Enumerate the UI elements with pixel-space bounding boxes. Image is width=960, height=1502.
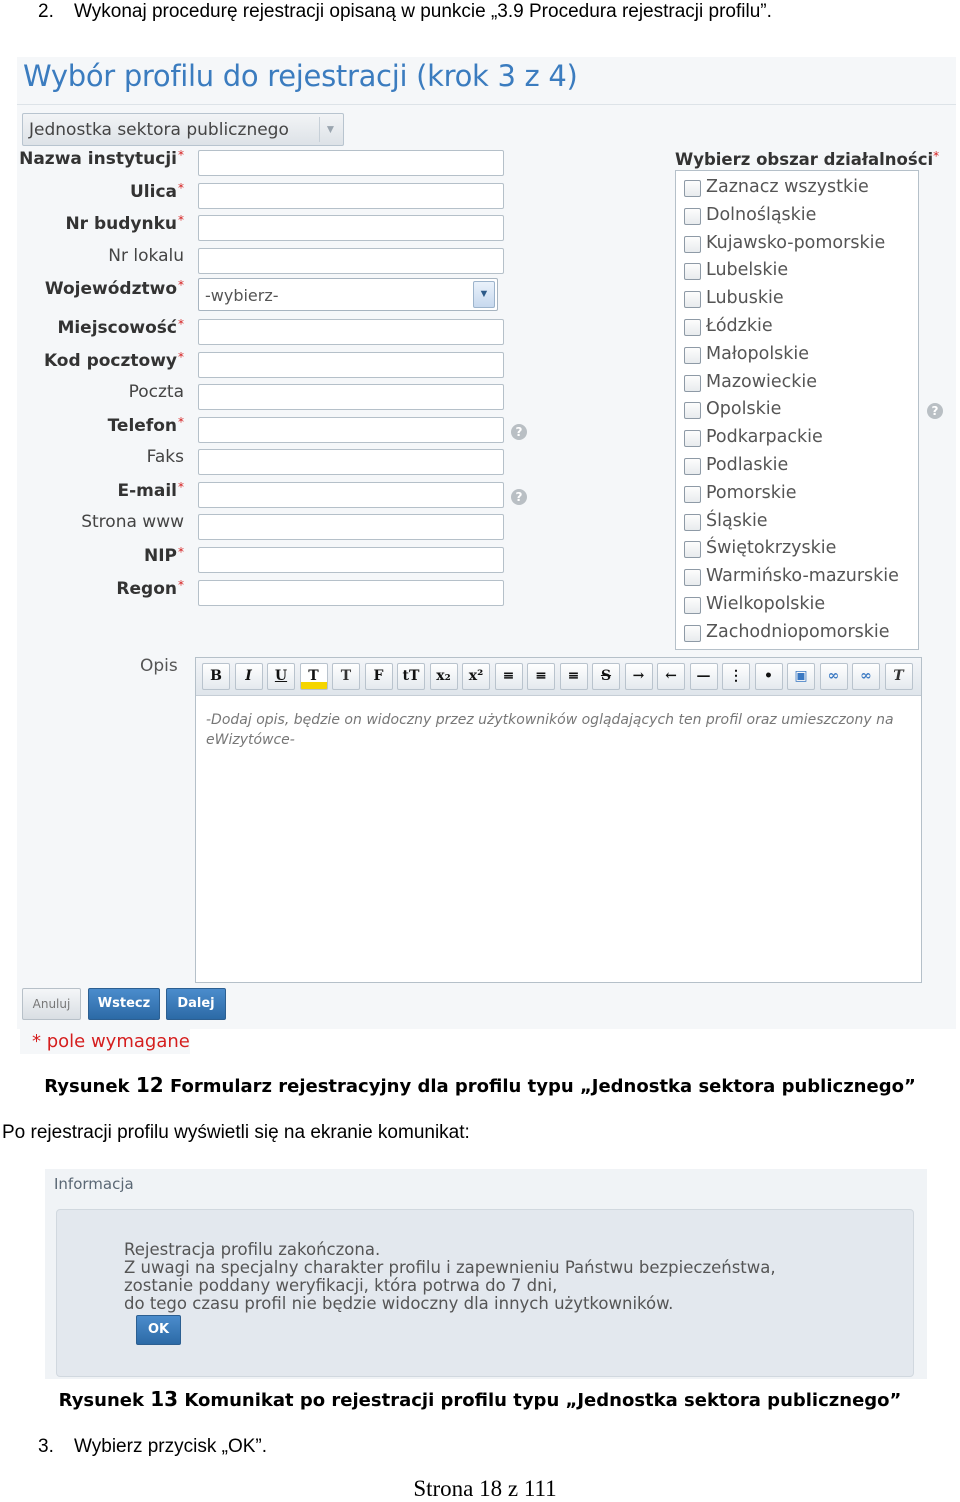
required-star: * <box>178 578 184 592</box>
required-star: * <box>178 415 184 429</box>
label-regon <box>4 578 184 599</box>
step-3 <box>38 1436 938 1460</box>
superscript-icon[interactable]: x² <box>462 663 490 690</box>
next-button[interactable]: Dalej <box>166 988 226 1020</box>
area-item-label: Małopolskie <box>706 343 810 364</box>
label-kod-pocztowy <box>4 350 184 371</box>
area-item-label: Mazowieckie <box>706 371 818 392</box>
voivodeship-value: -wybierz- <box>205 286 279 305</box>
area-item-label: Podkarpackie <box>706 427 823 448</box>
step-text: Wybierz przycisk „OK”. <box>74 1436 268 1457</box>
required-star: * <box>178 278 184 292</box>
form-title: Wybór profilu do rejestracji (krok 3 z 4) <box>23 59 578 93</box>
checkbox[interactable] <box>684 236 701 253</box>
step-2 <box>38 1 938 25</box>
chevron-down-icon: ▼ <box>473 281 495 308</box>
area-item-label: Warmińsko-mazurskie <box>706 566 899 587</box>
caption-number: 13 <box>150 1387 179 1411</box>
dialog-line: Z uwagi na specjalny charakter profilu i zapewnieniu Państwu bezpieczeństwa, <box>124 1258 776 1277</box>
area-item-label: Pomorskie <box>706 482 797 503</box>
area-item-label: Wielkopolskie <box>706 594 826 614</box>
figure-caption-12 <box>0 1073 960 1097</box>
area-item-label: Zachodniopomorskie <box>706 621 890 642</box>
required-star: * <box>178 181 184 195</box>
title-divider <box>17 104 956 105</box>
align-center-icon[interactable]: ≡ <box>527 663 555 690</box>
label-text: Nr budynku <box>65 214 177 234</box>
required-star: * <box>178 350 184 364</box>
insert-image-icon[interactable]: ▣ <box>787 663 815 690</box>
required-star: * <box>178 148 184 162</box>
description-editor <box>195 657 922 983</box>
checkbox[interactable] <box>684 430 701 447</box>
label-e-mail <box>4 480 184 501</box>
description-label: Opis <box>140 656 178 676</box>
profile-type-value: Jednostka sektora publicznego <box>29 120 289 140</box>
label-text: Kod pocztowy <box>43 351 177 371</box>
checkbox[interactable] <box>684 458 701 475</box>
subscript-icon[interactable]: x₂ <box>430 663 458 690</box>
area-title-text: Wybierz obszar działalności <box>675 150 934 169</box>
area-item-label: Lubuskie <box>706 288 784 309</box>
help-icon[interactable]: ? <box>927 403 943 419</box>
ok-button[interactable]: OK <box>136 1315 181 1345</box>
figure-caption-13 <box>0 1387 960 1411</box>
bold-icon[interactable]: B <box>202 663 230 690</box>
checkbox[interactable] <box>684 291 701 308</box>
ordered-list-icon[interactable]: ⋮ <box>722 663 750 690</box>
label-wojewodztwo <box>4 278 184 299</box>
checkbox[interactable] <box>684 180 701 197</box>
label-text: Nazwa instytucji <box>19 149 177 169</box>
dialog-line: zostanie poddany weryfikacji, która potrwa do 7 dni, <box>124 1276 558 1295</box>
label-nr-budynku <box>4 213 184 234</box>
dialog-line: do tego czasu profil nie będzie widoczny dla innych użytkowników. <box>124 1294 674 1313</box>
checkbox[interactable] <box>684 347 701 364</box>
checkbox[interactable] <box>684 486 701 503</box>
e-mail-input[interactable] <box>198 482 504 508</box>
checkbox[interactable] <box>684 319 701 336</box>
label-nr-lokalu <box>4 246 184 266</box>
label-text: Strona www <box>81 512 184 532</box>
registration-form-screenshot <box>17 57 956 1029</box>
required-star: * <box>178 213 184 227</box>
dialog-message <box>124 1241 776 1313</box>
miejscowosc-input[interactable] <box>198 319 504 345</box>
required-star: * <box>178 545 184 559</box>
nip-input[interactable] <box>198 547 504 573</box>
align-right-icon[interactable]: ≡ <box>560 663 588 690</box>
caption-number: 12 <box>135 1073 164 1097</box>
area-item-label: Lubelskie <box>706 260 789 281</box>
font-family-icon[interactable]: F <box>365 663 393 690</box>
area-title <box>675 149 939 169</box>
label-text: Poczta <box>128 382 184 402</box>
label-text: Miejscowość <box>57 318 177 338</box>
cancel-button[interactable]: Anuluj <box>22 988 81 1020</box>
align-left-icon[interactable]: ≡ <box>495 663 523 690</box>
required-note: * pole wymagane <box>20 1029 190 1054</box>
horizontal-rule-icon[interactable]: — <box>690 663 718 690</box>
help-icon[interactable]: ? <box>511 489 527 505</box>
information-dialog <box>45 1169 927 1379</box>
required-star: * <box>178 317 184 331</box>
label-nazwa-instytucji <box>4 148 184 169</box>
checkbox[interactable] <box>684 625 701 642</box>
regon-input[interactable] <box>198 580 504 606</box>
help-icon[interactable]: ? <box>511 424 527 440</box>
back-button[interactable]: Wstecz <box>88 988 160 1020</box>
strona-www-input[interactable] <box>198 514 504 540</box>
text-color-icon[interactable]: T <box>300 663 328 690</box>
area-item-label: Łódzkie <box>706 316 773 336</box>
label-text: NIP <box>143 546 177 566</box>
ulica-input[interactable] <box>198 183 504 209</box>
unordered-list-icon[interactable]: • <box>755 663 783 690</box>
telefon-input[interactable] <box>198 417 504 443</box>
checkbox[interactable] <box>684 375 701 392</box>
label-text: Ulica <box>129 182 177 202</box>
font-size-icon[interactable]: tT <box>397 663 425 690</box>
voivodeship-select[interactable] <box>198 278 498 311</box>
caption-prefix: Rysunek <box>58 1390 144 1411</box>
outdent-icon[interactable]: ← <box>657 663 685 690</box>
label-miejscowosc <box>4 317 184 338</box>
step-number: 2. <box>38 1 54 22</box>
label-strona-www <box>4 512 184 532</box>
label-text: E-mail <box>117 481 177 501</box>
checkbox[interactable] <box>684 541 701 558</box>
insert-link-icon[interactable]: ∞ <box>820 663 848 690</box>
nr-budynku-input[interactable] <box>198 215 504 241</box>
strikethrough-icon[interactable]: S <box>592 663 620 690</box>
required-star: * <box>178 480 184 494</box>
checkbox[interactable] <box>684 402 701 419</box>
checkbox[interactable] <box>684 514 701 531</box>
label-nip <box>4 545 184 566</box>
checkbox[interactable] <box>684 263 701 280</box>
dialog-line: Rejestracja profilu zakończona. <box>124 1240 381 1259</box>
step-number: 3. <box>38 1436 54 1457</box>
area-checkbox-list <box>675 170 919 650</box>
page-footer: Strona 18 z 111 <box>413 1476 557 1501</box>
nr-lokalu-input[interactable] <box>198 248 504 274</box>
area-item-label: Śląskie <box>706 510 768 531</box>
area-item-label: Podlaskie <box>706 455 789 475</box>
chevron-down-icon: ▼ <box>319 117 341 142</box>
label-faks <box>4 447 184 467</box>
label-ulica <box>4 181 184 202</box>
underline-icon[interactable]: U <box>267 663 295 690</box>
body-paragraph: Po rejestracji profilu wyświetli się na ekranie komunikat: <box>2 1122 470 1143</box>
label-poczta <box>4 382 184 402</box>
label-text: Nr lokalu <box>108 246 184 266</box>
poczta-input[interactable] <box>198 384 504 410</box>
editor-toolbar <box>196 658 921 696</box>
background-color-icon[interactable]: T <box>332 663 360 690</box>
label-text: Telefon <box>107 416 177 436</box>
area-item-label: Opolskie <box>706 399 782 420</box>
caption-text: Komunikat po rejestracji profilu typu „Jednostka sektora publicznego” <box>184 1390 902 1411</box>
profile-type-select[interactable] <box>22 113 344 146</box>
kod-pocztowy-input[interactable] <box>198 352 504 378</box>
label-text: Regon <box>116 579 177 599</box>
editor-placeholder[interactable]: -Dodaj opis, będzie on widoczny przez użytkowników oglądających ten profil oraz umieszczony na eWizytówce- <box>206 712 894 748</box>
checkbox[interactable] <box>684 597 701 614</box>
area-item-label: Świętokrzyskie <box>706 538 837 559</box>
area-item-label: Dolnośląskie <box>706 204 817 225</box>
label-telefon <box>4 415 184 436</box>
caption-prefix: Rysunek <box>44 1076 130 1097</box>
faks-input[interactable] <box>198 449 504 475</box>
checkbox[interactable] <box>684 569 701 586</box>
dialog-title: Informacja <box>54 1175 134 1193</box>
label-text: Faks <box>146 447 184 467</box>
remove-format-icon[interactable]: T <box>885 663 913 690</box>
area-item-label: Zaznacz wszystkie <box>706 177 869 197</box>
italic-icon[interactable]: I <box>235 663 263 690</box>
indent-icon[interactable]: → <box>625 663 653 690</box>
area-item-label: Kujawsko-pomorskie <box>706 232 886 253</box>
label-text: Województwo <box>44 279 177 299</box>
nazwa-instytucji-input[interactable] <box>198 150 504 176</box>
required-star: * <box>933 149 940 163</box>
caption-text: Formularz rejestracyjny dla profilu typu „Jednostka sektora publicznego” <box>169 1076 916 1097</box>
checkbox[interactable] <box>684 208 701 225</box>
step-text: Wykonaj procedurę rejestracji opisaną w punkcie „3.9 Procedura rejestracji profilu”. <box>74 1 772 22</box>
unlink-icon[interactable]: ∞ <box>852 663 880 690</box>
